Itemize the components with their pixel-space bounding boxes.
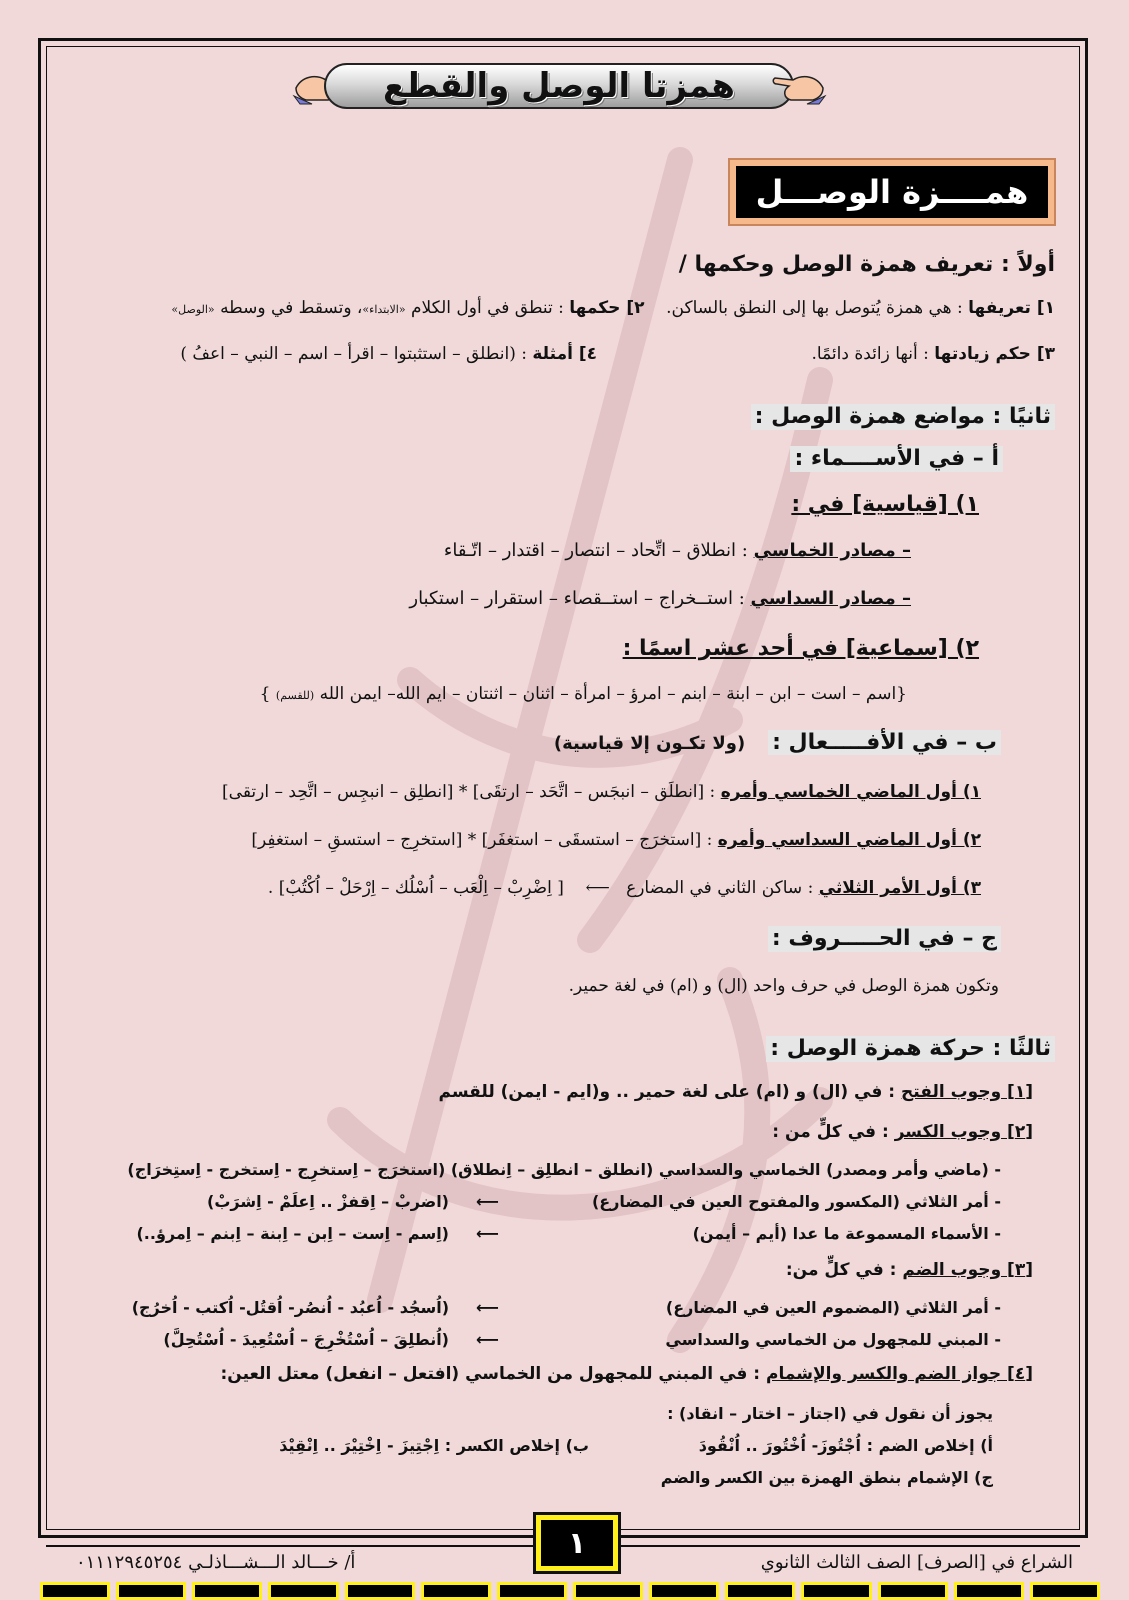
khumasi-text: : انطلاق – اتِّحاد – انتصار – اقتدار – اتّـقاء — [443, 540, 748, 561]
ruling-text-2: ، وتسقط في وسطه — [220, 298, 363, 318]
ruling-label: ٢] حكمها — [569, 298, 645, 318]
khumasi-line — [444, 540, 911, 562]
jawaz-a: أ) إخلاص الضم : اُجْتُوزَ- اُخْتُورَ .. اُنْقُودَ — [698, 1436, 993, 1455]
verbs-line — [554, 730, 1001, 756]
definition-label: ١] تعريفها — [968, 298, 1055, 318]
examples-text: : (انطلق – استثبتوا – اقرأ – اسم – النبي – اعفُ ) — [180, 344, 527, 364]
jawaz-c: ج) الإشمام بنطق الهمزة بين الكسر والضم — [660, 1468, 993, 1487]
verbs-item-3-label: ٣) أول الأمر الثلاثي — [818, 878, 981, 898]
strip-cell — [345, 1582, 415, 1600]
part2-heading: ثانيًا : مواضع همزة الوصل : — [751, 404, 1055, 430]
examples-line — [180, 344, 597, 364]
kasr-item-3-examples: (اِسم - اِست – اِبن – اِبنة – اِبنم – اِمرؤ..) — [136, 1224, 449, 1243]
strip-cell — [192, 1582, 262, 1600]
sudasi-line — [409, 588, 911, 610]
verbs-item-2-label: ٢) أول الماضي السداسي وأمره — [717, 830, 981, 850]
strip-cell — [573, 1582, 643, 1600]
verbs-note: (ولا تكـون إلا قياسية) — [553, 733, 746, 754]
arrow-icon: ⟵ — [476, 1192, 499, 1211]
strip-cell — [801, 1582, 871, 1600]
kasr-item-2-main: - أمر الثلاثي (المكسور والمفتوح العين في المضارع) — [591, 1192, 1001, 1211]
letters-heading: ج – في الحـــــروف : — [768, 926, 1001, 952]
jawaz-b: ب) إخلاص الكسر : اِجْتِيزَ - اِخْتِيْرَ .. اِنْقِيْدَ — [279, 1436, 589, 1455]
footer-book-title: الشراع في [الصرف] الصف الثالث الثانوي — [760, 1552, 1073, 1573]
page-number: ١ — [541, 1520, 613, 1566]
verbs-item-1-label: ١) أول الماضي الخماسي وأمره — [720, 782, 981, 802]
bottom-border-strip — [40, 1582, 1100, 1600]
kasr-item-1: - (ماضي وأمر ومصدر) الخماسي والسداسي (انطلق – انطلِق – اِنطلاق) (استخرَج – اِستخرِج - اِستخرج - اِستِخرَاج) — [127, 1160, 1001, 1179]
samaai-list: {اسم – است – ابن – ابنة – ابنم – امرؤ – امرأة – اثنان – اثنتان – ايم الله– ايمن الله — [319, 684, 907, 704]
hand-icon — [771, 66, 827, 106]
page-title: همزتا الوصل والقطع — [382, 66, 736, 106]
verbs-item-2-text: : [استخرَج – استسقَى – استغفَر] * [استخرِج – استسقِ – استغفِر] — [251, 830, 713, 850]
verbs-item-1-text: : [انطلَق – انبجَس – اتَّحَد – ارتقَى] * [انطلِق – انبجِس – اتَّحِد – ارتقى] — [222, 782, 716, 802]
nouns-heading: أ – في الأســــماء : — [790, 446, 1003, 472]
verbs-item-1 — [222, 782, 981, 802]
strip-cell — [497, 1582, 567, 1600]
addition-text: : أنها زائدة دائمًا. — [811, 344, 929, 364]
fath-line — [439, 1082, 1033, 1102]
kasr-item-3-main: - الأسماء المسموعة ما عدا (أيم – أيمن) — [692, 1224, 1001, 1243]
damm-item-2-main: - المبني للمجهول من الخماسي والسداسي — [665, 1330, 1001, 1349]
page-number-box — [533, 1512, 621, 1574]
damm-item-1-examples: (اُسجُد - اُعبُد - اُنصُر- اُقتُل- اُكتب - اُخرُج) — [131, 1298, 449, 1317]
damm-item-1-main: - أمر الثلاثي (المضموم العين في المضارع) — [665, 1298, 1001, 1317]
sudasi-label: – مصادر السداسي — [750, 588, 911, 609]
section-title: همــــزة الوصـــل — [736, 166, 1048, 218]
damm-line — [786, 1260, 1033, 1280]
verbs-item-3 — [268, 878, 981, 898]
ruling-note-middle: «الوصل» — [171, 303, 215, 316]
arrow-icon: ⟵ — [476, 1298, 499, 1317]
strip-cell — [954, 1582, 1024, 1600]
arrow-icon: ⟵ — [476, 1224, 499, 1243]
jawaz-label: [٤] جواز الضم والكسر والإشمام — [766, 1364, 1033, 1384]
damm-item-2-examples: (اُنطلِقَ – اُسْتُخْرِجَ – اُسْتُعِيدَ - اُسْتُحِلَّ) — [163, 1330, 449, 1349]
strip-cell — [268, 1582, 338, 1600]
strip-cell — [421, 1582, 491, 1600]
samaai-heading: ٢) [سماعية] في أحد عشر اسمًا : — [622, 636, 979, 661]
examples-label: ٤] أمثلة — [532, 344, 597, 364]
samaai-note: (للقسم) — [275, 689, 315, 702]
strip-cell — [725, 1582, 795, 1600]
kasr-label: [٢] وجوب الكسر — [894, 1122, 1033, 1142]
qiyasi-heading: ١) [قياسية] في : — [791, 492, 979, 517]
fath-label: [١] وجوب الفتح — [901, 1082, 1033, 1102]
addition-line — [812, 344, 1055, 364]
arrow-icon: ⟵ — [585, 878, 610, 898]
kasr-item-2 — [592, 1192, 1001, 1211]
strip-cell — [878, 1582, 948, 1600]
strip-cell — [40, 1582, 110, 1600]
jawaz-text: : في المبني للمجهول من الخماسي (افتعل – انفعل) معتل العين: — [220, 1364, 761, 1384]
samaai-line — [260, 684, 907, 704]
verbs-item-3-text: : ساكن الثاني في المضارع — [626, 878, 814, 898]
part1-heading: أولاً : تعريف همزة الوصل وحكمها / — [678, 252, 1055, 277]
verbs-item-2 — [251, 830, 981, 850]
strip-cell — [649, 1582, 719, 1600]
arrow-icon: ⟵ — [476, 1330, 499, 1349]
addition-label: ٣] حكم زيادتها — [934, 344, 1055, 364]
sudasi-text: : استــخراج – استــقصاء – استقرار – استكبار — [409, 588, 745, 609]
part3-heading: ثالثًا : حركة همزة الوصل : — [766, 1036, 1055, 1062]
samaai-close: } — [259, 684, 271, 704]
definition-text: : هي همزة يُتوصل بها إلى النطق بالساكن. — [666, 298, 963, 318]
kasr-text: : في كلٍّ من : — [772, 1122, 889, 1142]
strip-cell — [1030, 1582, 1100, 1600]
damm-text: : في كلٍّ من: — [785, 1260, 897, 1280]
jawaz-intro: يجوز أن نقول في (اجتاز – اختار – انقاد) : — [667, 1404, 993, 1423]
khumasi-label: – مصادر الخماسي — [753, 540, 911, 561]
jawaz-line — [221, 1364, 1034, 1384]
verbs-heading: ب – في الأفـــــعال : — [768, 730, 1001, 755]
definition-line — [171, 298, 1055, 318]
section-title-box — [728, 158, 1056, 226]
fath-text: : في (ال) و (ام) على لغة حمير .. و(ايم - ايمن) للقسم — [438, 1082, 896, 1102]
footer-author: أ/ خـــالد الـــشـــاذلـي ٠١١١٢٩٤٥٢٥٤ — [76, 1552, 356, 1573]
letters-text: وتكون همزة الوصل في حرف واحد (ال) و (ام) في لغة حمير. — [568, 976, 999, 996]
kasr-line — [772, 1122, 1033, 1142]
strip-cell — [116, 1582, 186, 1600]
kasr-item-2-examples: (اضربْ – اِقفزْ .. اِعلَمْ - اِشرَبْ) — [207, 1192, 449, 1211]
header-banner — [292, 58, 827, 116]
verbs-item-3-examples: [ اِضْرِبْ – اِلْعَب – اُسْلُك – اِرْحَلْ – اُكْتُبْ] . — [267, 878, 564, 898]
ruling-note-start: «الابتداء» — [362, 303, 406, 316]
damm-label: [٣] وجوب الضم — [902, 1260, 1033, 1280]
banner-pill — [324, 63, 794, 109]
ruling-text: : تنطق في أول الكلام — [411, 298, 564, 318]
